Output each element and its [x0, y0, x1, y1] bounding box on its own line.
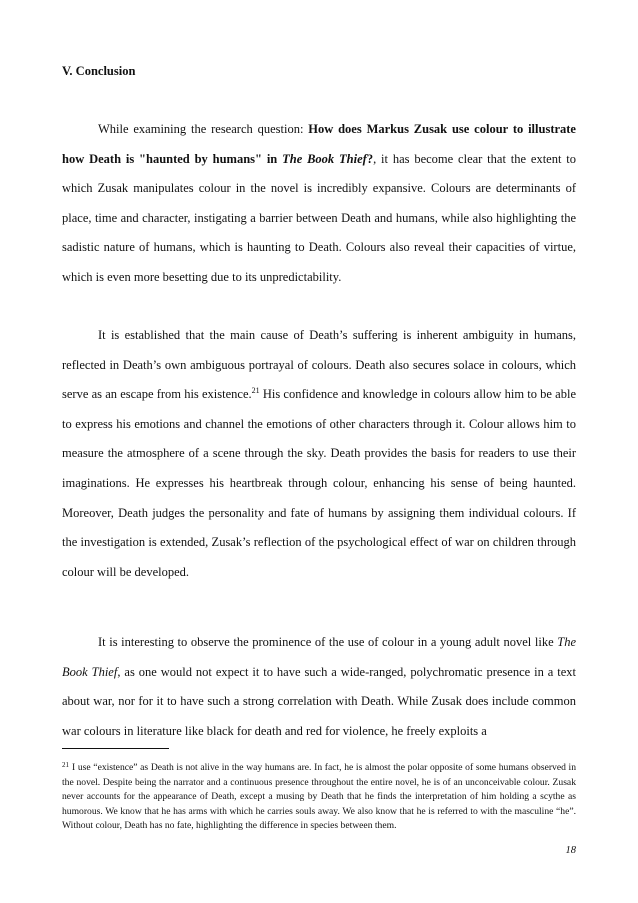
paragraph-1-intro: While examining the research question: [98, 122, 309, 136]
footnote-reference[interactable]: 21 [251, 386, 260, 396]
paragraph-1-body: , it has become clear that the extent to which Zusak manipulates colour in the novel is incredibly expansive. Colours are determinants of place, time and character, instigating a barrier between Death and humans, while also highlighting the sadistic nature of humans, which is haunting to Death. Colours also reveal their capacities of virtue, which is even more besetting due to its unpredictability. [62, 151, 577, 284]
research-question-title: The Book Thief [282, 151, 367, 166]
paragraph-2 [62, 321, 576, 587]
research-question: How does Markus Zusak use colour to illustrate how Death is "haunted by humans" in The Book Thief? [62, 122, 576, 166]
page-number: 18 [565, 845, 576, 856]
paragraph-1 [62, 115, 576, 293]
paragraph-3 [62, 628, 576, 746]
paragraph-3-part-2: , as one would not expect it to have such a wide-ranged, polychromatic presence in a text about war, nor for it to have such a strong correlation with Death. While Zusak does include common war colours in literature like black for death and red for violence, he freely exploits a [62, 664, 576, 738]
footnote-number: 21 [62, 761, 69, 769]
section-heading: V. Conclusion [62, 64, 136, 78]
paragraph-3-part-1: It is interesting to observe the prominence of the use of colour in a young adult novel like [98, 635, 558, 649]
footnote-text: I use “existence” as Death is not alive in the way humans are. In fact, he is almost the polar opposite of some humans observed in the novel. Despite being the narrator and a continuous presence throughout the entire novel, he is of an unconceivable colour. Zusak never accounts for the appearance of Death, except a musing by Death that he finds the interpretation of him holding a scythe as humorous. We know that he has arms with which he carries souls away. We also know that he is referred to with the masculine “he”. Without colour, Death has no fate, highlighting the difference in species between them. [62, 762, 576, 832]
footnote-divider [62, 748, 169, 749]
book-title: The Book Thief [62, 635, 576, 679]
paragraph-2-part-1: It is established that the main cause of Death’s suffering is inherent ambiguity in humans, reflected in Death’s own ambiguous portrayal of colours. Death also secures solace in colours, which serve as an escape from his existence. [62, 328, 576, 402]
paragraph-2-part-2: His confidence and knowledge in colours allow him to be able to express his emotions and channel the emotions of other characters through it. Colour allows him to measure the atmosphere of a scene through the sky. Death provides the basis for readers to use their imaginations. He expresses his heartbreak through colour, enhancing his sense of being haunted. Moreover, Death judges the personality and fate of humans by assigning them individual colours. If the investigation is extended, Zusak’s reflection of the psychological effect of war on children through colour will be developed. [62, 387, 577, 579]
footnote [62, 758, 576, 834]
